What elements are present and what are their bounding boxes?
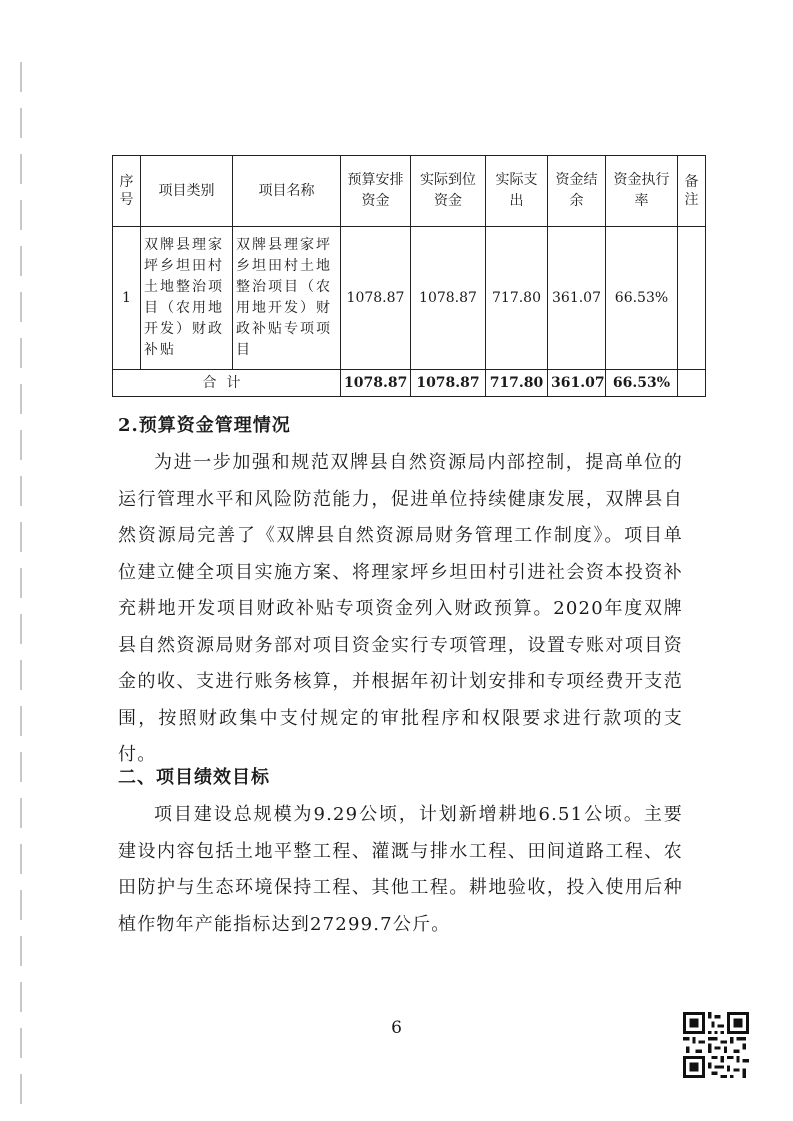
table-row — [113, 227, 706, 370]
budget-management-paragraph: 为进一步加强和规范双牌县自然资源局内部控制，提高单位的运行管理水平和风险防范能力，促进单位持续健康发展，双牌县自然资源局完善了《双牌县自然资源局财务管理工作制度》。项目单位建立健全项目实施方案、将理家坪乡坦田村引进社会资本投资补充耕地开发项目财政补贴专项资金列入财政预算。2020年度双牌县自然资源局财务部对项目资金实行专项管理，设置专账对项目资金的收、支进行账务核算，并根据年初计划安排和专项经费开支范围，按照财政集中支付规定的审批程序和权限要求进行款项的支付。 — [118, 452, 683, 765]
page-number: 6 — [391, 1018, 402, 1038]
header-name: 项目名称 — [233, 156, 341, 227]
cell-spent: 717.80 — [486, 227, 548, 370]
total-balance: 361.07 — [548, 370, 606, 397]
total-rate: 66.53% — [606, 370, 678, 397]
header-budget: 预算安排资金 — [341, 156, 411, 227]
total-label: 合计 — [113, 370, 341, 397]
binding-margin-marks — [20, 40, 24, 1100]
cell-note — [678, 227, 706, 370]
total-spent: 717.80 — [486, 370, 548, 397]
header-rate: 资金执行率 — [606, 156, 678, 227]
header-category: 项目类别 — [141, 156, 233, 227]
section-heading-performance-goals: 二、项目绩效目标 — [118, 767, 270, 788]
section-heading-budget-management: 2.预算资金管理情况 — [118, 415, 291, 436]
table-header-row — [113, 156, 706, 227]
budget-execution-table — [112, 155, 706, 397]
header-balance: 资金结余 — [548, 156, 606, 227]
cell-name: 双牌县理家坪乡坦田村土地整治项目（农用地开发）财政补贴专项项目 — [233, 227, 341, 370]
header-seq: 序号 — [113, 156, 141, 227]
header-spent: 实际支出 — [486, 156, 548, 227]
cell-balance: 361.07 — [548, 227, 606, 370]
header-note: 备注 — [678, 156, 706, 227]
cell-rate: 66.53% — [606, 227, 678, 370]
total-budget: 1078.87 — [341, 370, 411, 397]
total-received: 1078.87 — [411, 370, 486, 397]
table-total-row — [113, 370, 706, 397]
header-received: 实际到位资金 — [411, 156, 486, 227]
qr-code-icon — [683, 1012, 749, 1078]
cell-budget: 1078.87 — [341, 227, 411, 370]
total-note — [678, 370, 706, 397]
cell-category: 双牌县理家坪乡坦田村土地整治项目（农用地开发）财政补贴 — [141, 227, 233, 370]
cell-seq: 1 — [113, 227, 141, 370]
performance-goals-paragraph: 项目建设总规模为9.29公顷，计划新增耕地6.51公顷。主要建设内容包括土地平整工程、灌溉与排水工程、田间道路工程、农田防护与生态环境保持工程、其他工程。耕地验收，投入使用后种植作物年产能指标达到27299.7公斤。 — [118, 804, 683, 935]
cell-received: 1078.87 — [411, 227, 486, 370]
